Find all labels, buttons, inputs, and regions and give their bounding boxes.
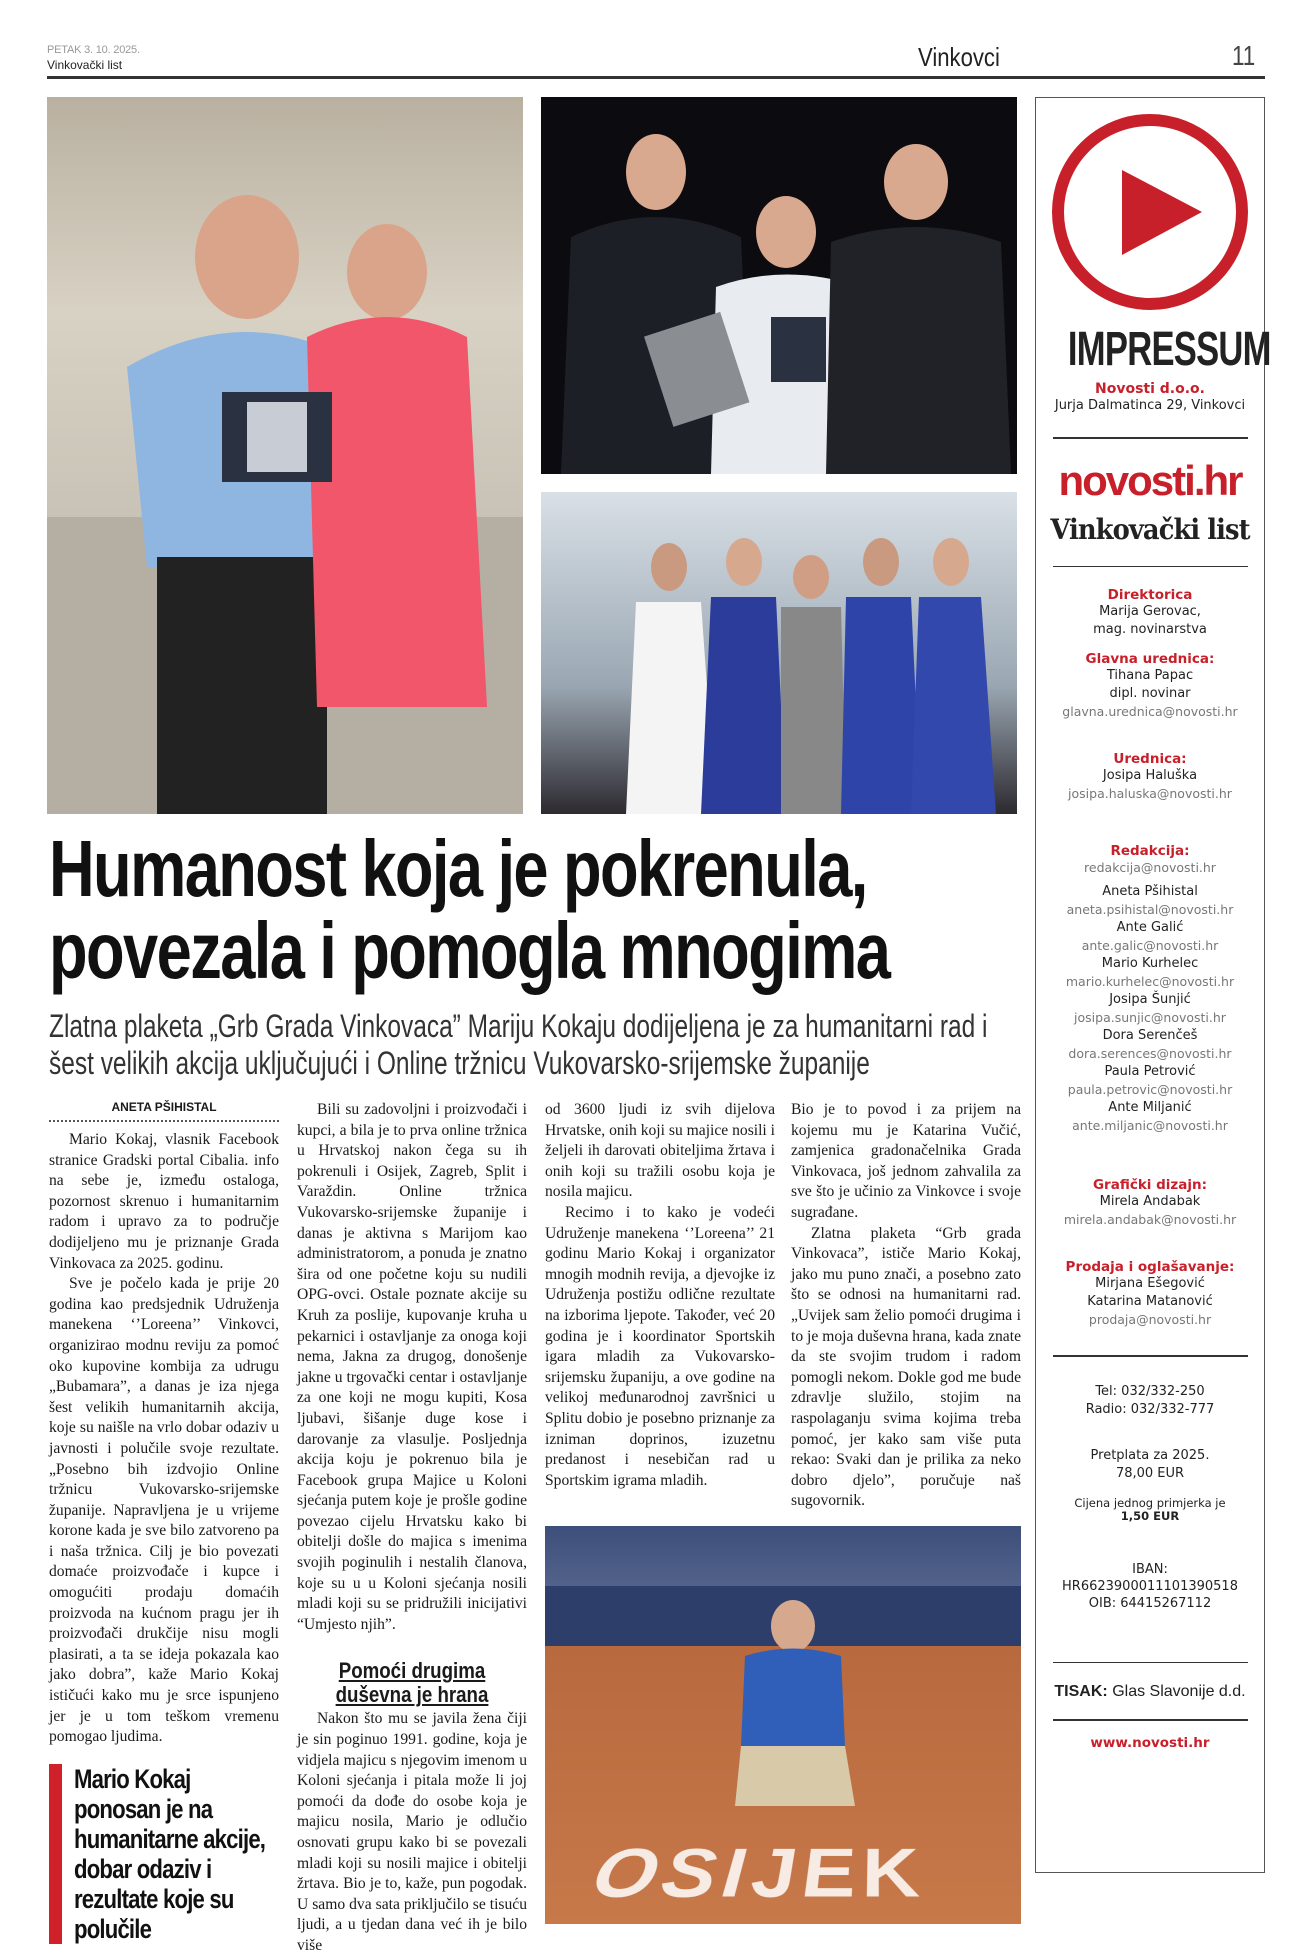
staff-title: dipl. novinar — [1109, 686, 1191, 701]
page-number: 11 — [1232, 40, 1256, 71]
radio-number: Radio: 032/332-777 — [1085, 1401, 1215, 1417]
article-column-2 — [297, 1100, 527, 1957]
staff-name: Mirjana Ešegović — [1095, 1276, 1205, 1291]
contact-phones — [1036, 1383, 1264, 1419]
staff-name: Paula Petrović — [1104, 1064, 1196, 1079]
website-link[interactable]: www.novosti.hr — [1090, 1734, 1210, 1751]
paragraph: Nakon što mu se javila žena čiji je sin poginuo 1991. godine, koja je vidjela majicu s njegovim imenom u Koloni sjećanja i pitala može li joj pomoći da dođe do osobe koja je majicu nosila, Mario je odlučio osnovati grupu kako bi se povezali mladi koji su nosili majice i obitelji žrtava. Bio je to, kaže, pun pogodak. U samo dva sata priključilo se tisuću ljudi, a u tjedan dana već ih je bilo više — [297, 1710, 527, 1954]
staff-email[interactable]: paula.petrovic@novosti.hr — [1067, 1082, 1233, 1097]
price-value: 1,50 EUR — [1120, 1508, 1180, 1523]
newsroom-email[interactable]: redakcija@novosti.hr — [1084, 860, 1216, 875]
article-column-4 — [791, 1100, 1021, 1512]
paragraph: Sve je počelo kada je prije 20 godina kao predsjednik Udruženja manekena ‘’Loreena’’ Vinkovci, organizirao modnu reviju za pomoć oko kupovine kombija za udrugu „Bubamara”, a danas je iza njega šest velikih humanitarnih akcija, koje su naišle na vrlo dobar odaziv u javnosti i polučile svoje rezultate. „Posebno bih izdvojio Online tržnicu Vukovarsko-srijemske županije. Napravljena je u vrijeme korone kada je sve bilo zatvoreno pa i naša tržnica. Cilj je bio povezati domaće proizvođače i kupce i omogućiti prodaju domaćih proizvoda na kućnom pragu jer ih proizvođači drukčije nisu mogli plasirati, a ta se ideja pokazala kao jako dobra”, kaže Mario Kokaj ističući kako mu je srce ispunjeno jer je u tom teškom vremenu pomogao ljudima. — [49, 1275, 279, 1746]
paragraph: Bili su zadovoljni i proizvođači i kupci, a bila je to prva online tržnica u Hrvatskoj nakon čega su ih pokrenuli i Osijek, Zagreb, Split i Varaždin. Online tržnica Vukovarsko-srijemske županije i danas je aktivna s Marijom kao administratorom, a ponuda je znatno šira od one početne koju su nudili OPG-ovci. Ostale poznate akcije su Kruh za poslije, kupovanje kruha u pekarnici i ostavljanje za onoga koji nema, Jakna za drugog, donošenje jakne u trgovački centar i ostavljanje za one koji ne mogu kupiti, Kosa ljubavi, šišanje duge kose i darovanje za vlasulje. Posljednja akcija koju je pokrenuo bila je Facebook grupa Majice u Koloni sjećanja putem koje je prošle godine povezao cijelu Hrvatsku kako bi obitelji došle do majica s imenima svojih poginulih i nestalih članova, koje su u u Koloni sjećanja nosili mladi koji su se pridružili inicijativi “Umjesto njih”. — [297, 1101, 527, 1633]
staff-name: Dora Serenčeš — [1102, 1028, 1198, 1043]
staff-design — [1036, 1177, 1264, 1229]
impressum-sidebar — [1035, 97, 1271, 1873]
role-label: Prodaja i oglašavanje: — [1065, 1259, 1235, 1275]
role-label: Glavna urednica: — [1085, 651, 1215, 667]
photo-three-men — [541, 97, 1017, 474]
paper-name: Vinkovački list — [47, 58, 123, 72]
staff-director — [1036, 587, 1264, 639]
single-copy-price — [1036, 1497, 1264, 1523]
paragraph: od 3600 ljudi iz svih dijelova Hrvatske, onih koji su majice nosili i željeli ih darovati obiteljima žrtava i onih koji su tražili osobu koja je nosila majicu. — [545, 1101, 775, 1201]
article-column-3 — [545, 1100, 775, 1512]
staff-newsroom — [1036, 843, 1264, 1135]
paragraph: Recimo i to kako je vodeći Udruženje manekena ‘’Loreena’’ 21 godinu Mario Kokaj i organizator mnogih modnih revija, a djevojke iz Udruženja postižu odlične rezultate na izborima ljepote. Također, već 20 godina je i koordinator Sportskih igara mladih za Vukovarsko-srijemsku županiju, a ove godine na velikoj međunarodnoj završnici u Splitu dobio je posebno priznanje za izniman doprinos, izuzetnu predanost i nesebičan rad u Sportskim igrama mladih. — [545, 1203, 775, 1489]
staff-editor-in-chief — [1036, 651, 1264, 721]
printer-info — [1036, 1683, 1264, 1701]
section-title: Vinkovci — [918, 42, 1000, 72]
printer-label: TISAK: — [1054, 1683, 1108, 1700]
divider — [1053, 566, 1248, 568]
divider — [1053, 1719, 1248, 1721]
pull-quote — [49, 1764, 281, 1944]
staff-name: Ante Galić — [1116, 920, 1184, 935]
staff-email[interactable]: josipa.haluska@novosti.hr — [1068, 786, 1232, 801]
iban-label: IBAN: — [1132, 1561, 1168, 1577]
photo-pageant — [541, 492, 1017, 814]
subscription-label: Pretplata za 2025. — [1090, 1447, 1210, 1463]
staff-title: mag. novinarstva — [1093, 622, 1207, 637]
paragraph: Zlatna plaketa “Grb grada Vinkovaca”, ističe Mario Kokaj, jako mu puno znači, a posebno zato što se odnosi na humanitarni rad. „Uvijek sam želio pomoći drugima i to je moja duševna hrana, kada znate da ste svojim trudom i radom pomogli nekom. Dokle god me bude zdravlje služilo, stojim na raspolaganju svima kojima treba pomoć, jer kako sam više puta rekao: Svaki dan je prilika za neko dobro djelo”, poručuje naš sugovornik. — [791, 1224, 1021, 1510]
photo-award-plaque — [47, 97, 523, 814]
divider — [1053, 1662, 1248, 1664]
deck: Zlatna plaketa „Grb Grada Vinkovaca” Mariju Kokaju dodijeljena je za humanitarni rad i šest velikih akcija uključujući i Online tržnicu Vukovarsko-srijemske županije — [49, 1008, 988, 1081]
subheading — [314, 1659, 510, 1707]
staff-name: Josipa Šunjić — [1109, 992, 1191, 1007]
staff-email[interactable]: aneta.psihistal@novosti.hr — [1066, 902, 1234, 917]
iban-value: HR6623900011101390518 — [1062, 1578, 1238, 1594]
impressum-title: IMPRESSUM — [1067, 323, 1271, 376]
staff-editor — [1036, 751, 1264, 803]
staff-sales — [1036, 1259, 1264, 1329]
role-label: Redakcija: — [1110, 843, 1190, 859]
role-label: Direktorica — [1107, 587, 1193, 603]
phone-number: Tel: 032/332-250 — [1095, 1383, 1205, 1399]
subscription — [1036, 1447, 1264, 1483]
staff-email[interactable]: mario.kurhelec@novosti.hr — [1065, 974, 1235, 989]
article-columns-3-4-wrapper — [545, 1100, 1021, 1924]
staff-name: Katarina Matanović — [1087, 1294, 1213, 1309]
divider — [1053, 437, 1248, 439]
divider — [1053, 1355, 1248, 1357]
staff-email[interactable]: ante.galic@novosti.hr — [1081, 938, 1219, 953]
printer-name: Glas Slavonije d.d. — [1112, 1683, 1246, 1700]
staff-name: Aneta Pšihistal — [1102, 884, 1198, 899]
staff-name: Josipa Haluška — [1102, 768, 1198, 783]
role-label: Grafički dizajn: — [1092, 1177, 1208, 1193]
headline-line-2: povezala i pomogla mnogima — [49, 906, 890, 995]
price-label: Cijena jednog primjerka je — [1074, 1495, 1226, 1510]
issue-date: PETAK 3. 10. 2025. — [47, 44, 140, 56]
subheading-line: duševna je hrana — [335, 1682, 489, 1708]
staff-email[interactable]: prodaja@novosti.hr — [1088, 1312, 1212, 1327]
staff-email[interactable]: josipa.sunjic@novosti.hr — [1074, 1010, 1226, 1025]
article-column-1-wrapper — [49, 1100, 281, 1944]
staff-name: Marija Gerovac, — [1099, 604, 1201, 619]
court-lettering: OSIJEK — [581, 1835, 938, 1913]
headline — [49, 824, 1029, 995]
staff-name: Mario Kurhelec — [1101, 956, 1199, 971]
novosti-logo: novosti.hr — [1058, 456, 1242, 504]
play-logo-icon — [1050, 112, 1250, 312]
headline-line-1: Humanost koja je pokrenula, — [49, 824, 867, 913]
staff-email[interactable]: glavna.urednica@novosti.hr — [1062, 704, 1238, 719]
role-label: Urednica: — [1113, 751, 1187, 767]
staff-name: Ante Miljanić — [1108, 1100, 1192, 1115]
company-name: Novosti d.o.o. — [1095, 381, 1205, 397]
header-divider — [47, 76, 1265, 79]
staff-name: Mirela Andabak — [1099, 1194, 1201, 1209]
oib-value: OIB: 64415267112 — [1088, 1595, 1212, 1611]
paragraph: Bio je to povod i za prijem na kojemu mu je Katarina Vučić, zamjenica gradonačelnika Grada Vinkovaca, još jednom zahvalila za sve što je učinio za Vinkovce i svoje sugrađane. — [791, 1101, 1021, 1221]
pull-quote-text: Mario Kokaj ponosan je na humanitarne akcije, dobar odaziv i rezultate koje su polučile — [74, 1763, 266, 1944]
staff-email[interactable]: ante.miljanic@novosti.hr — [1072, 1118, 1228, 1133]
company-address: Jurja Dalmatinca 29, Vinkovci — [1054, 398, 1246, 413]
paper-logo: Vinkovački list — [1050, 512, 1250, 546]
bank-details — [1036, 1561, 1264, 1612]
staff-name: Tihana Papac — [1106, 668, 1194, 683]
paragraph: Mario Kokaj, vlasnik Facebook stranice Gradski portal Cibalia. info na sebe je, između ostaloga, pozornost skrenuo i humanitarnim radom i upravo za to područje dodijeljeno mu je priznanje Grada Vinkovaca za 2025. godinu. — [49, 1131, 279, 1272]
byline: ANETA PŠIHISTAL — [49, 1100, 279, 1122]
staff-email[interactable]: mirela.andabak@novosti.hr — [1063, 1212, 1237, 1227]
staff-email[interactable]: dora.serences@novosti.hr — [1068, 1046, 1232, 1061]
subscription-price: 78,00 EUR — [1115, 1465, 1185, 1481]
article-column-1 — [49, 1130, 279, 1748]
photo-tennis-court — [545, 1526, 1021, 1924]
subheading-line: Pomoći drugima — [338, 1658, 486, 1684]
